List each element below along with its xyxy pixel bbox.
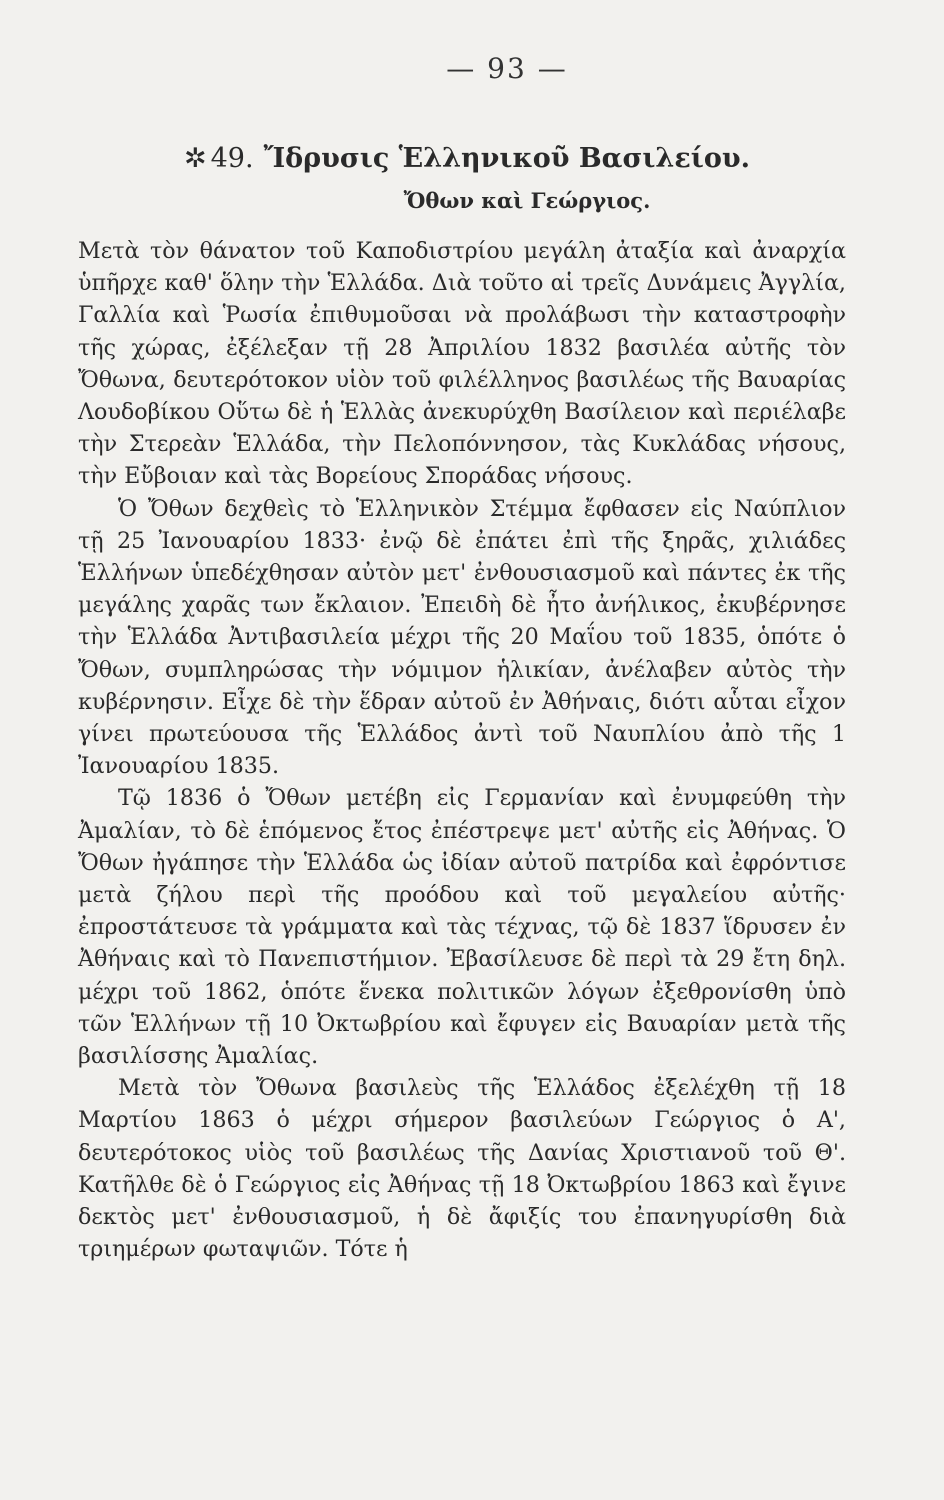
- section-marker-icon: ✲: [184, 143, 207, 174]
- paragraph: Τῷ 1836 ὁ Ὄθων μετέβη εἰς Γερμανίαν καὶ ἐνυμφεύθη τὴν Ἀμαλίαν, τὸ δὲ ἑπόμενος ἔτος ἐπέστρεψε μετ' αὐτῆς εἰς Ἀθήνας. Ὁ Ὄθων ἠγάπησε τὴν Ἑλλάδα ὡς ἰδίαν αὐτοῦ πατρίδα καὶ ἐφρόντισε μετὰ ζήλου περὶ τῆς προόδου καὶ τοῦ μεγαλείου αὐτῆς· ἐπροστάτευσε τὰ γράμματα καὶ τὰς τέχνας, τῷ δὲ 1837 ἵδρυσεν ἐν Ἀθήναις καὶ τὸ Πανεπιστήμιον. Ἐβασίλευσε δὲ περὶ τὰ 29 ἔτη δηλ. μέχρι τοῦ 1862, ὁπότε ἕνεκα πολιτικῶν λόγων ἐξεθρονίσθη ὑπὸ τῶν Ἑλλήνων τῇ 10 Ὀκτωβρίου καὶ ἔφυγεν εἰς Βαυαρίαν μετὰ τῆς βασιλίσσης Ἀμαλίας.: [78, 785, 846, 1070]
- section-title: Ἴδρυσις Ἑλληνικοῦ Βασιλείου.: [263, 143, 750, 174]
- page-number: — 93 —: [446, 52, 568, 85]
- paragraph: Μετὰ τὸν θάνατον τοῦ Καποδιστρίου μεγάλη ἀταξία καὶ ἀναρχία ὑπῆρχε καθ' ὅλην τὴν Ἑλλάδα. Διὰ τοῦτο αἱ τρεῖς Δυνάμεις Ἀγγλία, Γαλλία καὶ Ῥωσία ἐπιθυμοῦσαι νὰ προλάβωσι τὴν καταστροφὴν τῆς χώρας, ἐξέλεξαν τῇ 28 Ἀπριλίου 1832 βασιλέα αὐτῆς τὸν Ὄθωνα, δευτερότοκον υἱὸν τοῦ φιλέλληνος βασιλέως τῆς Βαυαρίας Λουδοβίκου Οὕτω δὲ ἡ Ἑλλὰς ἀνεκυρύχθη Βασίλειον καὶ περιέλαβε τὴν Στερεὰν Ἑλλάδα, τὴν Πελοπόννησον, τὰς Κυκλάδας νήσους, τὴν Εὔβοιαν καὶ τὰς Βορείους Σποράδας νήσους.: [78, 238, 846, 490]
- paragraph: Μετὰ τὸν Ὄθωνα βασιλεὺς τῆς Ἑλλάδος ἐξελέχθη τῇ 18 Μαρτίου 1863 ὁ μέχρι σήμερον βασιλεύων Γεώργιος ὁ Α', δευτερότοκος υἱὸς τοῦ βασιλέως τῆς Δανίας Χριστιανοῦ τοῦ Θ'. Κατῆλθε δὲ ὁ Γεώργιος εἰς Ἀθήνας τῇ 18 Ὀκτωβρίου 1863 καὶ ἔγινε δεκτὸς μετ' ἐνθουσιασμοῦ, ἡ δὲ ἄφιξίς του ἐπανηγυρίσθη διὰ τριημέρων φωταψιῶν. Τότε ἡ: [78, 1075, 846, 1263]
- paragraph: Ὁ Ὄθων δεχθεὶς τὸ Ἑλληνικὸν Στέμμα ἔφθασεν εἰς Ναύπλιον τῇ 25 Ἰανουαρίου 1833· ἐνῷ δὲ ἐπάτει ἐπὶ τῆς ξηρᾶς, χιλιάδες Ἑλλήνων ὑπεδέχθησαν αὐτὸν μετ' ἐνθουσιασμοῦ καὶ πάντες ἐκ τῆς μεγάλης χαρᾶς των ἔκλαιον. Ἐπειδὴ δὲ ἦτο ἀνήλικος, ἐκυβέρνησε τὴν Ἑλλάδα Ἀντιβασιλεία μέχρι τῆς 20 Μαΐου τοῦ 1835, ὁπότε ὁ Ὄθων, συμπληρώσας τὴν νόμιμον ἡλικίαν, ἀνέλαβεν αὐτὸς τὴν κυβέρνησιν. Εἶχε δὲ τὴν ἕδραν αὐτοῦ ἐν Ἀθήναις, διότι αὗται εἶχον γίνει πρωτεύουσα τῆς Ἑλλάδος ἀντὶ τοῦ Ναυπλίου ἀπὸ τῆς 1 Ἰανουαρίου 1835.: [78, 495, 846, 780]
- subsection-title: Ὄθων καὶ Γεώργιος.: [403, 188, 651, 213]
- body-text: [78, 235, 846, 1266]
- section-heading: [78, 143, 846, 174]
- section-number: 49.: [210, 143, 254, 174]
